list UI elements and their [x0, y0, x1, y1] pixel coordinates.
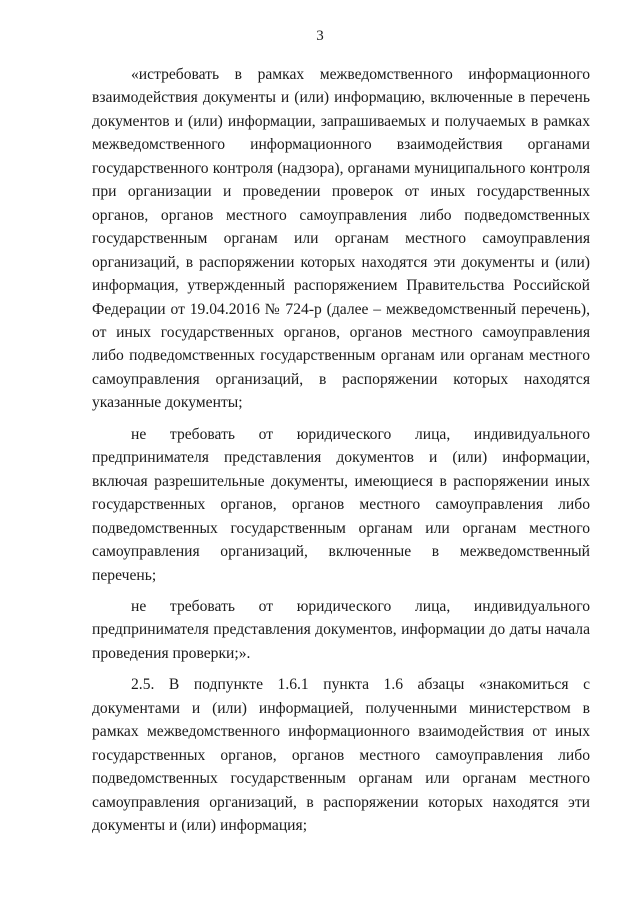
paragraph-not-require-documents: не требовать от юридического лица, индивидуального предпринимателя представления документов и (или) информации, включая разрешительные документы, имеющиеся в распоряжении иных государственных органов, органов местного самоуправления либо подведомственных государственным органам или органам местного самоуправления организаций, включенные в межведомственный перечень; [92, 425, 590, 584]
page-number: 3 [316, 28, 324, 44]
paragraph-not-require-before-inspection: не требовать от юридического лица, индивидуального предпринимателя представления документов, информации до даты начала проведения проверки;». [92, 597, 590, 662]
paragraph-clause-2-5: 2.5. В подпункте 1.6.1 пункта 1.6 абзацы «знакомиться с документами и (или) информацией, полученными министерством в рамках межведомственного информационного взаимодействия от иных государственных органов, органов местного самоуправления либо подведомственных государственным органам или органам местного самоуправления организаций, в распоряжении которых находятся эти документы и (или) информация; [92, 676, 590, 835]
paragraph-request-documents: «истребовать в рамках межведомственного информационного взаимодействия документы и (или) информацию, включенные в перечень документов и (или) информации, запрашиваемых и получаемых в рамках межведомственного информационного взаимодействия органами государственного контроля (надзора), органами муниципального контроля при организации и проведении проверок от иных государственных органов, органов местного самоуправления либо подведомственных государственным органам или органам местного самоуправления организаций, в распоряжении которых находятся эти документы и (или) информация, утвержденный распоряжением Правительства Российской Федерации от 19.04.2016 № 724-р (далее – межведомственный перечень), от иных государственных органов, органов местного самоуправления либо подведомственных государственным органам или органам местного самоуправления организаций, в распоряжении которых находятся указанные документы; [92, 66, 590, 412]
document-body [92, 63, 590, 838]
